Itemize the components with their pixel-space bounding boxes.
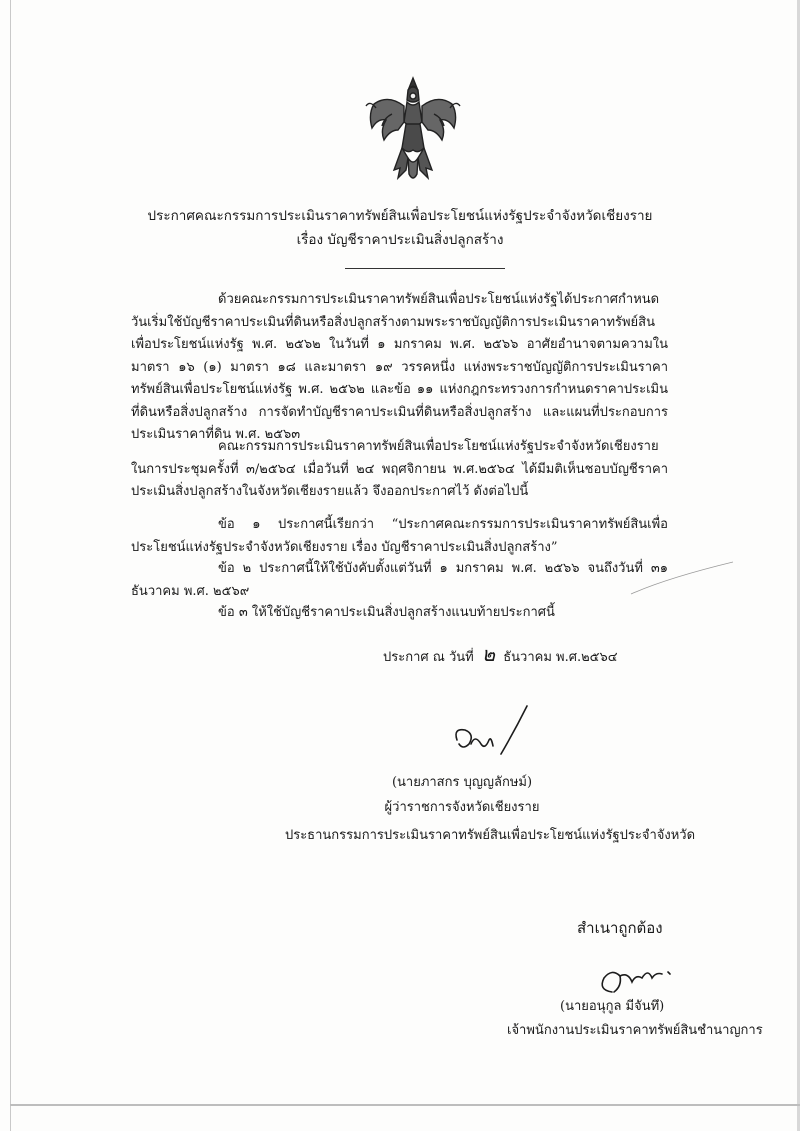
announcement-title: ประกาศคณะกรรมการประเมินราคาทรัพย์สินเพื่อประโยชน์แห่งรัฐประจำจังหวัดเชียงราย — [147, 208, 653, 224]
date-suffix: ธันวาคม พ.ศ.๒๕๖๔ — [503, 650, 618, 665]
resolution-paragraph: คณะกรรมการประเมินราคาทรัพย์สินเพื่อประโยชน์แห่งรัฐประจำจังหวัดเชียงราย ในการประชุมครั้งที่ ๓/๒๕๖๔ เมื่อวันที่ ๒๔ พฤศจิกายน พ.ศ.๒๕๖๔ ได้มีมติเห็นชอบบัญชีราคาประเมินสิ่งปลูกสร้างในจังหวัดเชียงรายแล้ว จึงออกประกาศไว้ ดังต่อไปนี้ — [131, 439, 668, 499]
certifier-name: (นายอนุกูล มีจันทึ) — [560, 999, 665, 1014]
signatory-role: ประธานกรรมการประเมินราคาทรัพย์สินเพื่อประโยชน์แห่งรัฐประจำจังหวัด — [284, 828, 696, 843]
date-day-handwritten: ๒ — [481, 642, 496, 666]
title-divider — [345, 268, 505, 269]
clause-2: ข้อ ๒ ประกาศนี้ให้ใช้บังคับตั้งแต่วันที่ ๑ มกราคม พ.ศ. ๒๕๖๖ จนถึงวันที่ ๓๑ ธันวาคม พ.ศ. ๒๕๖๙ — [131, 561, 668, 599]
scan-edge-bottom — [10, 1104, 800, 1106]
announcement-subject: เรื่อง บัญชีราคาประเมินสิ่งปลูกสร้าง — [296, 232, 504, 248]
garuda-emblem-icon — [362, 74, 464, 186]
signatory-title: ผู้ว่าราชการจังหวัดเชียงราย — [384, 800, 540, 815]
pen-stroke-mark — [627, 558, 737, 598]
clause-3: ข้อ ๓ ให้ใช้บัญชีราคาประเมินสิ่งปลูกสร้างแนบท้ายประกาศนี้ — [218, 605, 555, 620]
clause-1: ข้อ ๑ ประกาศนี้เรียกว่า “ประกาศคณะกรรมการประเมินราคาทรัพย์สินเพื่อประโยชน์แห่งรัฐประจำจังหวัดเชียงราย เรื่อง บัญชีราคาประเมินสิ่งปลูกสร้าง” — [131, 517, 668, 555]
certifier-title: เจ้าพนักงานประเมินราคาทรัพย์สินชำนาญการ — [507, 1023, 763, 1038]
certified-copy-label: สำเนาถูกต้อง — [577, 919, 663, 937]
signatory-name: (นายภาสกร บุญญลักษม์) — [391, 775, 533, 790]
date-prefix: ประกาศ ณ วันที่ — [383, 650, 474, 665]
announcement-date — [383, 643, 618, 669]
preamble-paragraph: ด้วยคณะกรรมการประเมินราคาทรัพย์สินเพื่อประโยชน์แห่งรัฐได้ประกาศกำหนดวันเริ่มใช้บัญชีราคาประเมินที่ดินหรือสิ่งปลูกสร้างตามพระราชบัญญัติการประเมินราคาทรัพย์สินเพื่อประโยชน์แห่งรัฐ พ.ศ. ๒๕๖๒ ในวันที่ ๑ มกราคม พ.ศ. ๒๕๖๖ อาศัยอำนาจตามความในมาตรา ๑๖ (๑) มาตรา ๑๘ และมาตรา ๑๙ วรรคหนึ่ง แห่งพระราชบัญญัติการประเมินราคาทรัพย์สินเพื่อประโยชน์แห่งรัฐ พ.ศ. ๒๕๖๒ และข้อ ๑๑ แห่งกฎกระทรวงการกำหนดราคาประเมินที่ดินหรือสิ่งปลูกสร้าง การจัดทำบัญชีราคาประเมินที่ดินหรือสิ่งปลูกสร้าง และแผนที่ประกอบการประเมินราคาที่ดิน พ.ศ. ๒๕๖๓ — [131, 292, 668, 442]
scan-edge-left — [10, 0, 11, 1131]
governor-signature-icon — [445, 700, 555, 770]
